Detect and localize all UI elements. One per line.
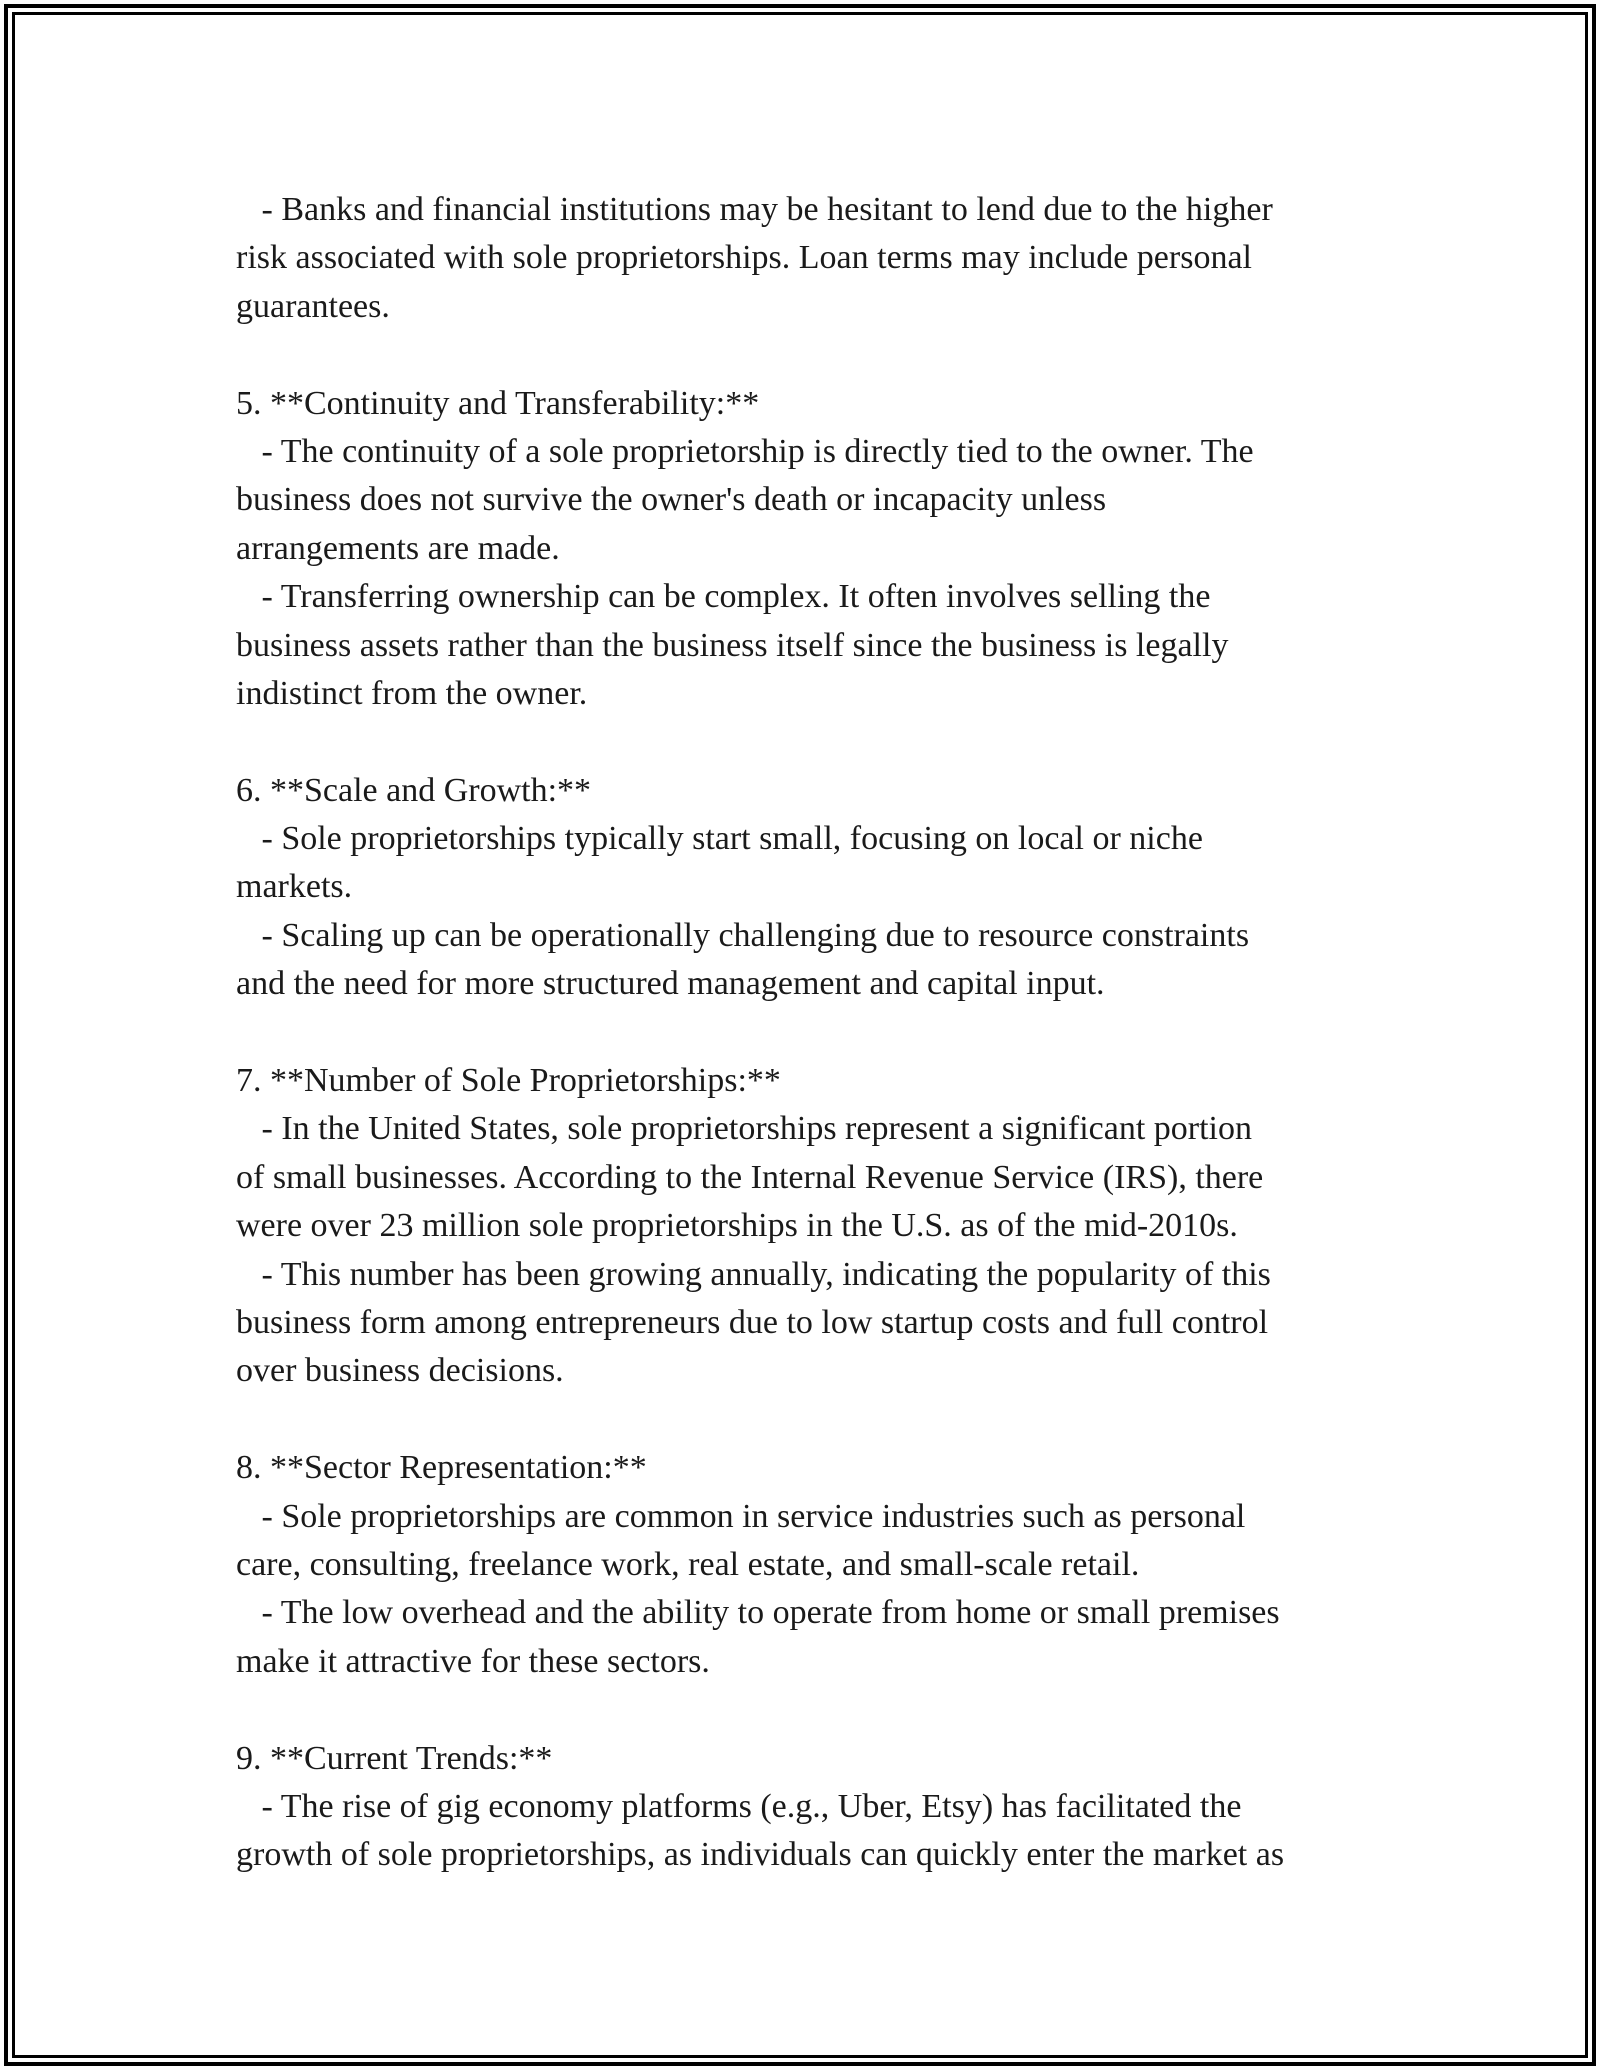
- section-heading: 9. **Current Trends:**: [236, 1739, 553, 1777]
- text-line: care, consulting, freelance work, real estate, and small-scale retail.: [236, 1545, 1140, 1583]
- text-line: of small businesses. According to the Internal Revenue Service (IRS), there: [236, 1158, 1264, 1196]
- text-line: business form among entrepreneurs due to low startup costs and full control: [236, 1303, 1269, 1341]
- text-line: - The rise of gig economy platforms (e.g., Uber, Etsy) has facilitated the: [236, 1787, 1242, 1825]
- text-line: indistinct from the owner.: [236, 674, 588, 712]
- text-line: - Sole proprietorships typically start small, focusing on local or niche: [236, 820, 1203, 858]
- text-line: - This number has been growing annually, indicating the popularity of this: [236, 1255, 1271, 1293]
- section-heading: 5. **Continuity and Transferability:**: [236, 384, 760, 422]
- text-line: - The continuity of a sole proprietorship is directly tied to the owner. The: [236, 432, 1254, 470]
- text-line: - Scaling up can be operationally challenging due to resource constraints: [236, 916, 1250, 954]
- text-line: - In the United States, sole proprietorships represent a significant portion: [236, 1110, 1252, 1148]
- paragraph-gap: [236, 1009, 1376, 1057]
- text-line: risk associated with sole proprietorships. Loan terms may include personal: [236, 239, 1252, 277]
- text-line: - The low overhead and the ability to operate from home or small premises: [236, 1594, 1280, 1632]
- section-heading: 7. **Number of Sole Proprietorships:**: [236, 1062, 781, 1100]
- text-line: business assets rather than the business itself since the business is legally: [236, 626, 1229, 664]
- document-body: [236, 186, 1376, 1880]
- text-line: were over 23 million sole proprietorships in the U.S. as of the mid-2010s.: [236, 1207, 1238, 1245]
- text-line: - Sole proprietorships are common in service industries such as personal: [236, 1497, 1246, 1535]
- text-line: business does not survive the owner's death or incapacity unless: [236, 481, 1107, 519]
- text-line: markets.: [236, 868, 353, 906]
- text-line: and the need for more structured management and capital input.: [236, 965, 1105, 1003]
- text-line: make it attractive for these sectors.: [236, 1642, 710, 1680]
- text-line: guarantees.: [236, 287, 390, 325]
- text-line: - Transferring ownership can be complex. It often involves selling the: [236, 578, 1211, 616]
- text-line: arrangements are made.: [236, 529, 560, 567]
- section-heading: 6. **Scale and Growth:**: [236, 771, 592, 809]
- section-heading: 8. **Sector Representation:**: [236, 1449, 647, 1487]
- text-line: growth of sole proprietorships, as individuals can quickly enter the market as: [236, 1836, 1285, 1874]
- paragraph-gap: [236, 331, 1376, 379]
- paragraph-gap: [236, 718, 1376, 766]
- text-line: - Banks and financial institutions may be hesitant to lend due to the higher: [236, 191, 1273, 228]
- paragraph-gap: [236, 1396, 1376, 1444]
- text-line: over business decisions.: [236, 1352, 564, 1390]
- paragraph-gap: [236, 1686, 1376, 1734]
